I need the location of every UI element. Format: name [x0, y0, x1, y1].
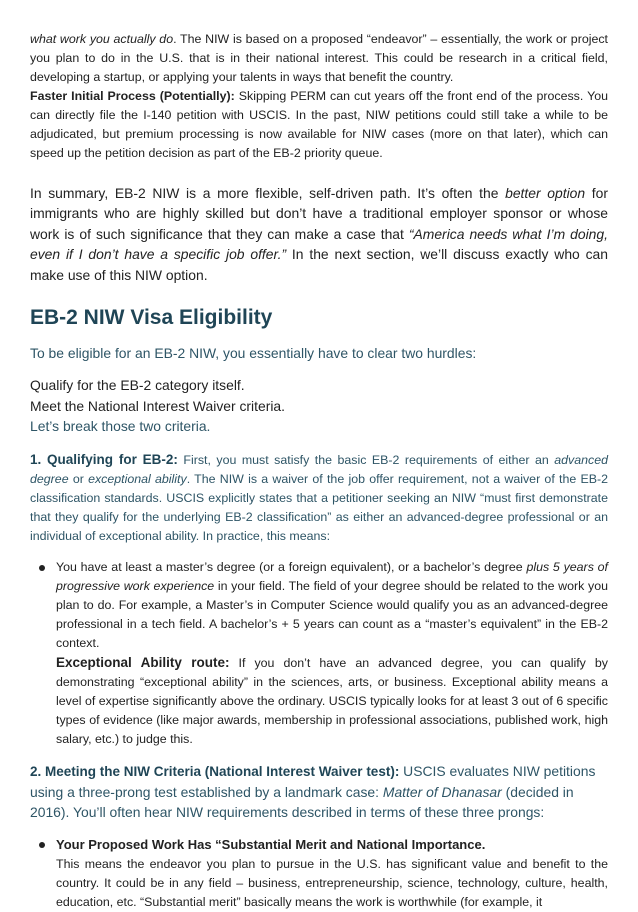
prong-1-body: This means the endeavor you plan to pursue in the U.S. has significant value and benefit to the country. It could be in any field – business, entrepreneurship, science, technology, culture, health, education, etc. “Substantial merit” basically means the work is worthwhile (for example, it	[56, 856, 608, 909]
faster-process-paragraph: Faster Initial Process (Potentially): Skipping PERM can cut years off the front end of the process. You can directly file the I-140 petition with USCIS. In the past, NIW petitions could still take a while to be adjudicated, but premium processing is now available for NIW cases (more on that later), which can speed up the petition decision as part of the EB-2 priority queue.	[30, 89, 608, 160]
bullet-icon	[39, 842, 45, 848]
section-1-list	[30, 558, 608, 653]
bullet-icon	[39, 565, 45, 571]
hurdle-2: Meet the National Interest Waiver criteria.	[30, 397, 286, 414]
emphasis-text: what work you actually do	[30, 32, 174, 46]
section-2-list	[30, 835, 608, 855]
section-2-title: 2. Meeting the NIW Criteria (National Interest Waiver test):	[30, 763, 400, 779]
summary-paragraph: In summary, EB-2 NIW is a more flexible, self-driven path. It’s often the better option for immigrants who are highly skilled but don’t have a traditional employer sponsor or whose work is of such significance that they can make a case that “America needs what I’m doing, even if I don’t have a specific job offer.” In the next section, we’ll discuss exactly who can make use of this NIW option.	[30, 185, 608, 283]
list-item	[30, 835, 608, 855]
prong-1-title: Your Proposed Work Has “Substantial Merit and National Importance.	[56, 836, 486, 852]
hurdle-1: Qualify for the EB-2 category itself.	[30, 377, 245, 394]
exceptional-ability-paragraph: Exceptional Ability route: If you don’t have an advanced degree, you can qualify by demonstrating “exceptional ability” in the sciences, arts, or business. Exceptional ability means a level of expertise significantly above the ordinary. USCIS typically looks for at least 3 out of 6 specific types of evidence (like major awards, membership in professional associations, published work, high salary, etc.) to judge this.	[56, 654, 608, 746]
exceptional-ability-title: Exceptional Ability route:	[56, 654, 230, 670]
faster-process-title: Faster Initial Process (Potentially):	[30, 89, 235, 103]
intro-paragraph: what work you actually do. The NIW is based on a proposed “endeavor” – essentially, the work or project you plan to do in the U.S. that is in their national interest. This could be research in a critical field, developing a startup, or applying your talents in ways that benefit the country.	[30, 32, 608, 84]
section-heading: EB-2 NIW Visa Eligibility	[30, 306, 273, 330]
break-line: Let’s break those two criteria.	[30, 418, 211, 435]
section-2-paragraph: 2. Meeting the NIW Criteria (National Interest Waiver test): USCIS evaluates NIW petitions using a three-prong test established by a landmark case: Matter of Dhanasar (decided in 2016). You’ll often hear NIW requirements described in terms of these three prongs:	[30, 762, 596, 821]
eligibility-intro: To be eligible for an EB-2 NIW, you essentially have to clear two hurdles:	[30, 345, 477, 362]
section-1-paragraph: 1. Qualifying for EB-2: First, you must satisfy the basic EB-2 requirements of either an advanced degree or exceptional ability. The NIW is a waiver of the job offer requirement, not a waiver of the EB-2 classification standards. USCIS explicitly states that a petitioner seeking an NIW “must first demonstrate that they qualify for the underlying EB-2 classification” as either an advanced-degree professional or an individual of exceptional ability. In practice, this means:	[30, 451, 609, 543]
list-item: You have at least a master’s degree (or a foreign equivalent), or a bachelor’s degree plus 5 years of progressive work experience in your field. The field of your degree should be related to the work you plan to do. For example, a Master’s in Computer Science would qualify you as an advanced-degree professional in a tech field. A bachelor’s + 5 years can count as a “master’s equivalent” in the EB-2 context.	[30, 558, 608, 653]
section-1-title: 1. Qualifying for EB-2:	[30, 451, 178, 467]
